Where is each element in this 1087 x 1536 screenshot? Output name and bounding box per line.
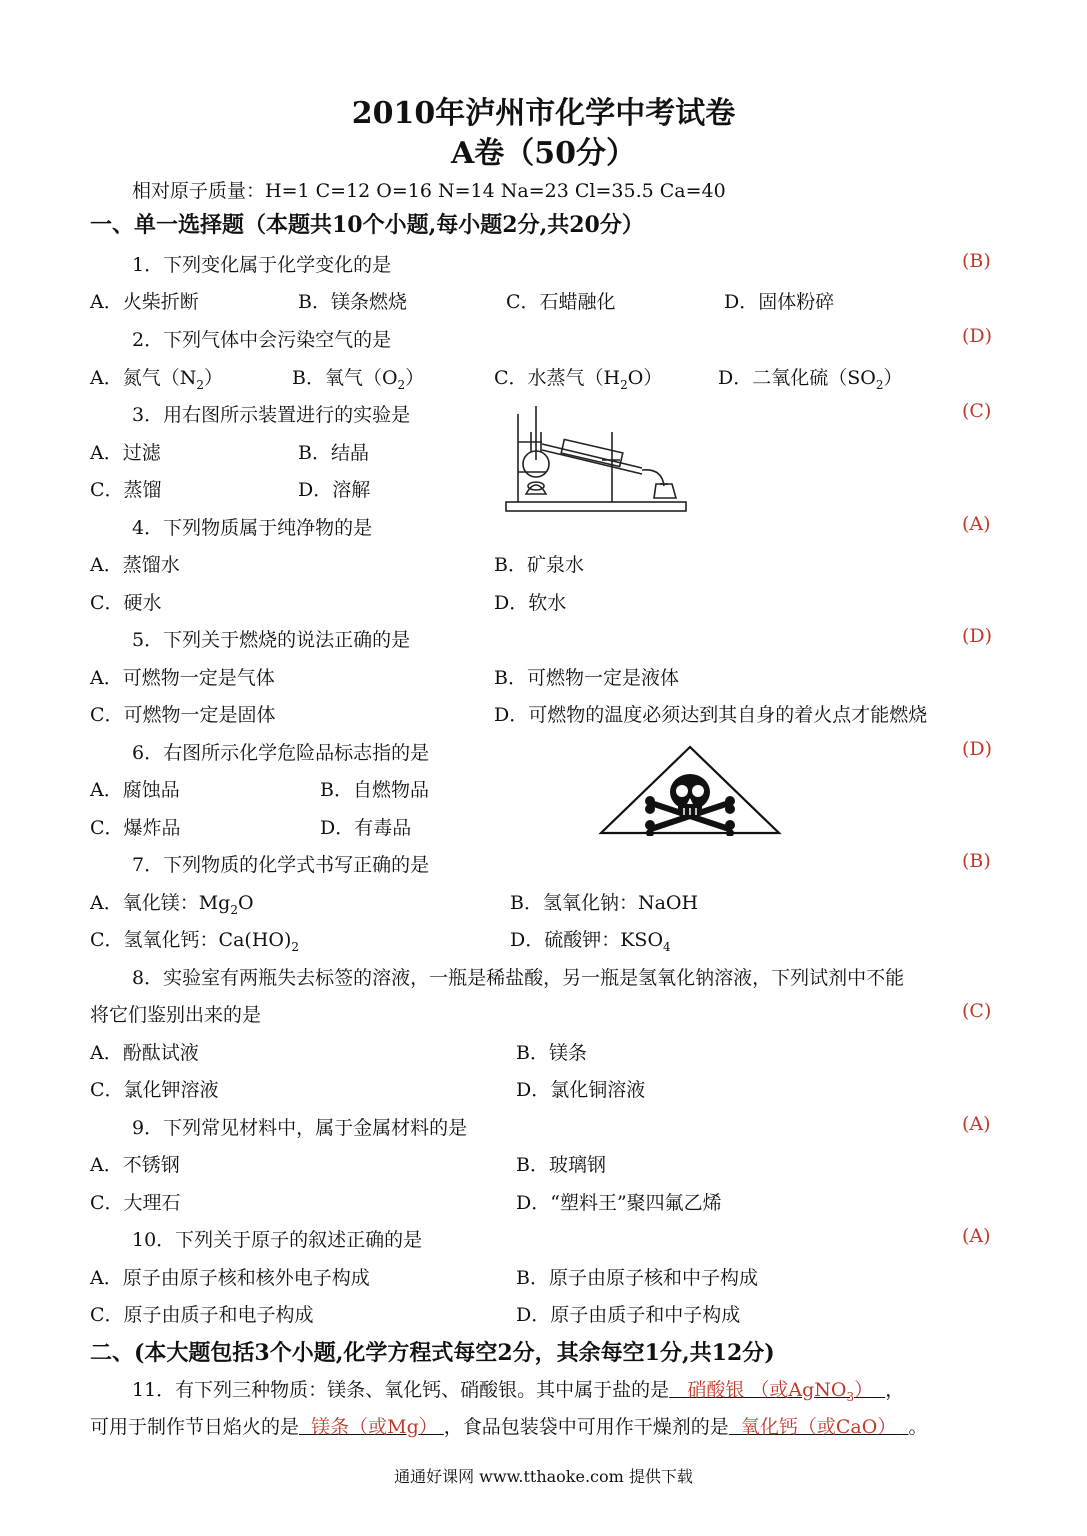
q2-option-b: B．氧气$(O_2)$: [292, 367, 425, 392]
page-subtitle: A卷（50分）: [450, 136, 637, 171]
q9-option-b: B．玻璃钢: [516, 1154, 606, 1176]
q10-option-d: D．原子由质子和中子构成: [516, 1304, 741, 1326]
q5-option-b: B．可燃物一定是液体: [494, 667, 679, 689]
q11-line1: 11．有下列三种物质：镁条、氧化钙、硝酸银。其中属于盐的是 硝酸银 （或AgNO$_3$） ，: [132, 1379, 905, 1404]
q5-option-a: A．可燃物一定是气体: [90, 667, 275, 689]
q1-option-a: A．火柴折断: [90, 291, 199, 313]
q2-option-d: D．二氧化硫$(SO_2)$: [718, 367, 903, 392]
q6-stem: 6．右图所示化学危险品标志指的是: [132, 742, 430, 764]
q6-option-a: A．腐蚀品: [90, 779, 180, 801]
q5-option-d: D．可燃物的温度必须达到其自身的着火点才能燃烧: [494, 704, 928, 726]
q6-option-c: C．爆炸品: [90, 817, 181, 839]
q10-answer: (A): [962, 1225, 991, 1247]
q9-stem: 9．下列常见材料中，属于金属材料的是: [132, 1117, 468, 1139]
q4-option-d: D．软水: [494, 592, 567, 614]
q10-option-b: B．原子由原子核和中子构成: [516, 1267, 758, 1289]
q11-blank-2: 镁条（或Mg）: [311, 1416, 438, 1438]
q1-option-d: D．固体粉碎: [724, 291, 835, 313]
q6-option-d: D．有毒品: [320, 817, 412, 839]
distillation-apparatus-figure: [502, 402, 688, 514]
q2-option-c: C．水蒸气$(H_2O)$: [494, 367, 663, 392]
q11-blank-1: 硝酸银 （或AgNO$_3$）: [687, 1379, 874, 1404]
q4-stem: 4．下列物质属于纯净物的是: [132, 517, 373, 539]
q1-option-c: C．石蜡融化: [506, 291, 616, 313]
q7-stem: 7．下列物质的化学式书写正确的是: [132, 854, 430, 876]
q1-answer: (B): [962, 250, 991, 272]
page-title: 2010年泸州市化学中考试卷: [351, 96, 736, 131]
q1-stem: 1．下列变化属于化学变化的是: [132, 254, 392, 276]
q8-answer: (C): [962, 1000, 992, 1022]
footer-source: 通通好课网 www.tthaoke.com 提供下载: [394, 1467, 693, 1486]
q8-option-a: A．酚酞试液: [90, 1042, 199, 1064]
skull-crossbones-hazard-icon: [598, 744, 782, 836]
section-1-title: 一、单一选择题（本题共10个小题,每小题2分,共20分）: [90, 212, 644, 238]
q5-answer: (D): [962, 625, 993, 647]
section-2-title: 二、(本大题包括3个小题,化学方程式每空2分，其余每空1分,共12分): [90, 1340, 775, 1366]
q3-option-a: A．过滤: [90, 442, 161, 464]
q11-line2: 可用于制作节日焰火的是 镁条（或Mg） ，食品包装袋中可用作干燥剂的是 氧化钙（或CaO） 。: [90, 1416, 928, 1438]
q8-option-c: C．氯化钾溶液: [90, 1079, 219, 1101]
q2-stem: 2．下列气体中会污染空气的是: [132, 329, 392, 351]
q10-option-a: A．原子由原子核和核外电子构成: [90, 1267, 370, 1289]
q5-stem: 5．下列关于燃烧的说法正确的是: [132, 629, 411, 651]
q9-option-c: C．大理石: [90, 1192, 181, 1214]
q4-option-a: A．蒸馏水: [90, 554, 180, 576]
q1-option-b: B．镁条燃烧: [298, 291, 407, 313]
q3-option-c: C．蒸馏: [90, 479, 162, 501]
q7-option-b: B．氢氧化钠：NaOH: [510, 892, 699, 914]
q10-stem: 10．下列关于原子的叙述正确的是: [132, 1229, 423, 1251]
q9-option-a: A．不锈钢: [90, 1154, 180, 1176]
q9-option-d: D．“塑料王”聚四氟乙烯: [516, 1192, 722, 1214]
atomic-mass-line: 相对原子质量：H=1 C=12 O=16 N=14 Na=23 Cl=35.5 Ca=40: [132, 180, 726, 202]
q7-option-a: A．氧化镁：$Mg_2O$: [90, 892, 254, 917]
q3-stem: 3．用右图所示装置进行的实验是: [132, 404, 411, 426]
q7-option-d: D．硫酸钾：$KSO_4$: [510, 929, 671, 954]
q3-answer: (C): [962, 400, 992, 422]
q8-option-d: D．氯化铜溶液: [516, 1079, 646, 1101]
q8-stem-line1: 8．实验室有两瓶失去标签的溶液，一瓶是稀盐酸，另一瓶是氢氧化钠溶液，下列试剂中不能: [132, 967, 905, 989]
q7-option-c: C．氢氧化钙：$Ca(HO)_2$: [90, 929, 300, 954]
q8-stem-line2: 将它们鉴别出来的是: [90, 1004, 262, 1026]
q4-option-c: C．硬水: [90, 592, 162, 614]
q2-answer: (D): [962, 325, 993, 347]
q11-blank-3: 氧化钙（或CaO）: [740, 1416, 897, 1438]
q7-answer: (B): [962, 850, 991, 872]
q8-option-b: B．镁条: [516, 1042, 587, 1064]
q10-option-c: C．原子由质子和电子构成: [90, 1304, 314, 1326]
q5-option-c: C．可燃物一定是固体: [90, 704, 276, 726]
q9-answer: (A): [962, 1113, 991, 1135]
q2-option-a: A．氮气$(N_2)$: [90, 367, 224, 392]
q6-option-b: B．自燃物品: [320, 779, 429, 801]
q6-answer: (D): [962, 738, 993, 760]
q4-answer: (A): [962, 513, 991, 535]
q3-option-d: D．溶解: [298, 479, 371, 501]
q4-option-b: B．矿泉水: [494, 554, 584, 576]
q3-option-b: B．结晶: [298, 442, 369, 464]
